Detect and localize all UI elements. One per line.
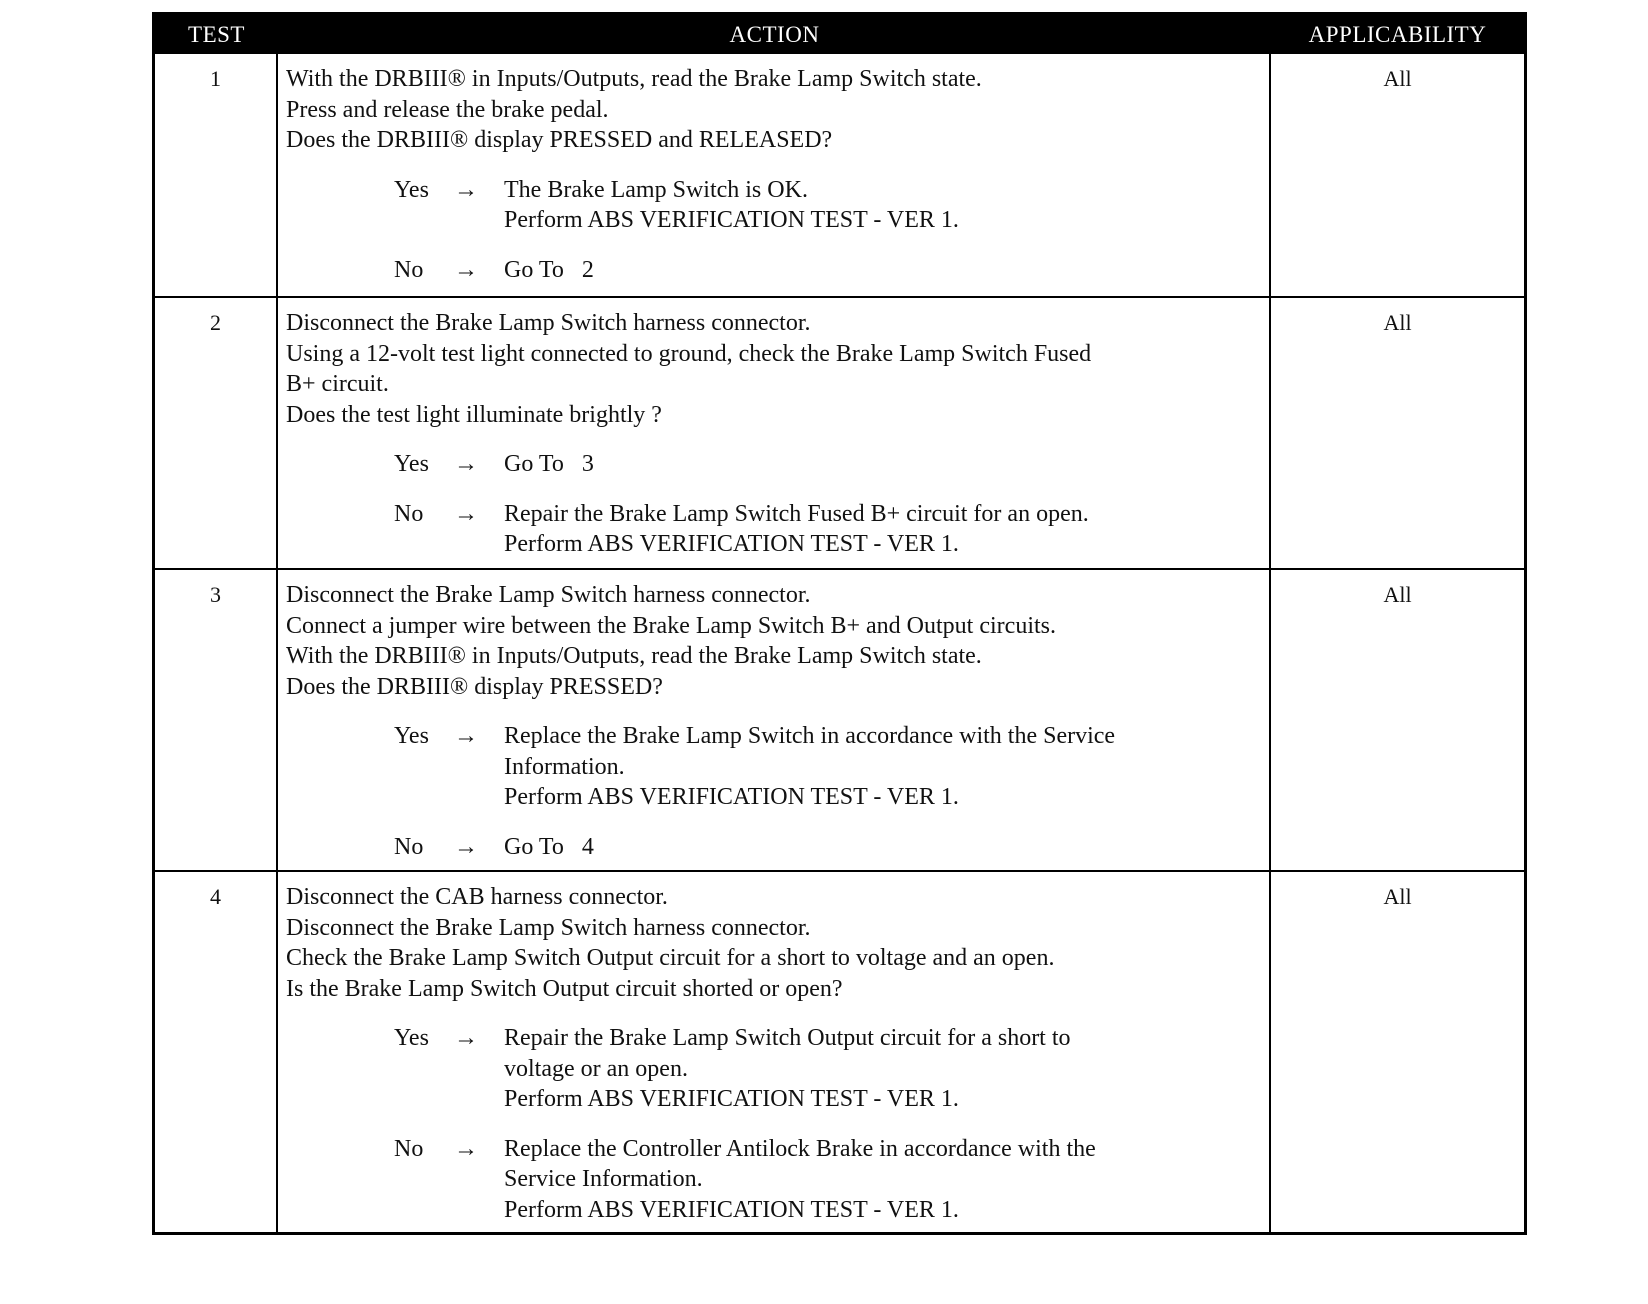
action-cell xyxy=(278,570,1271,870)
action-cell xyxy=(278,872,1271,1232)
step-text: Disconnect the Brake Lamp Switch harness connector. xyxy=(286,582,811,608)
arrow-icon: → xyxy=(454,1135,478,1162)
header-test: TEST xyxy=(188,21,245,47)
action-cell xyxy=(278,54,1271,296)
outcome-text: Replace the Controller Antilock Brake in accordance with the xyxy=(504,1135,1096,1162)
test-number: 1 xyxy=(155,54,278,296)
step-text: Press and release the brake pedal. xyxy=(286,96,609,123)
outcome-text: Information. xyxy=(504,753,625,780)
arrow-icon: → xyxy=(454,1025,478,1051)
no-outcome xyxy=(286,499,1263,560)
outcome-text: Repair the Brake Lamp Switch Fused B+ circuit for an open. xyxy=(504,500,1089,527)
yes-outcome xyxy=(286,449,1263,480)
step-text: Connect a jumper wire between the Brake Lamp Switch B+ and Output circuits. xyxy=(286,612,1056,639)
outcome-text: Replace the Brake Lamp Switch in accordance with the Service xyxy=(504,723,1116,749)
step-text: Disconnect the Brake Lamp Switch harness connector. xyxy=(286,914,811,941)
no-label: No xyxy=(394,500,424,527)
outcome-text: Go To 3 xyxy=(504,451,594,477)
outcome-text: Perform ABS VERIFICATION TEST - VER 1. xyxy=(504,207,959,233)
step-text: Disconnect the CAB harness connector. xyxy=(286,884,668,910)
outcome-text: Perform ABS VERIFICATION TEST - VER 1. xyxy=(504,784,959,810)
step-text: Disconnect the Brake Lamp Switch harness connector. xyxy=(286,310,811,336)
yes-outcome xyxy=(286,1023,1263,1115)
no-label: No xyxy=(394,1135,424,1162)
header-applicability: APPLICABILITY xyxy=(1308,21,1487,47)
table-row xyxy=(155,870,1524,1232)
table-row xyxy=(155,296,1524,568)
yes-label: Yes xyxy=(394,176,429,203)
outcome-text: Repair the Brake Lamp Switch Output circuit for a short to xyxy=(504,1025,1071,1051)
test-number: 3 xyxy=(155,570,278,870)
yes-label: Yes xyxy=(394,451,429,477)
arrow-icon: → xyxy=(454,451,478,477)
step-text: Does the DRBIII® display PRESSED and RELEASED? xyxy=(286,127,833,153)
no-outcome xyxy=(286,255,1263,286)
outcome-text: Go To 2 xyxy=(504,256,594,283)
yes-outcome xyxy=(286,721,1263,813)
applicability-value: All xyxy=(1383,310,1412,335)
no-label: No xyxy=(394,833,424,860)
table-header xyxy=(155,15,1524,54)
applicability-value: All xyxy=(1383,66,1412,91)
outcome-text: Service Information. xyxy=(504,1166,703,1192)
arrow-icon: → xyxy=(454,176,478,203)
step-text: With the DRBIII® in Inputs/Outputs, read the Brake Lamp Switch state. xyxy=(286,643,982,669)
step-text: B+ circuit. xyxy=(286,371,389,397)
no-outcome xyxy=(286,832,1263,863)
outcome-text: Perform ABS VERIFICATION TEST - VER 1. xyxy=(504,531,959,557)
step-text: Using a 12-volt test light connected to ground, check the Brake Lamp Switch Fused xyxy=(286,340,1092,367)
outcome-text: The Brake Lamp Switch is OK. xyxy=(504,176,808,203)
test-number: 4 xyxy=(155,872,278,1232)
diagnostic-test-table xyxy=(152,12,1527,1235)
outcome-text: Go To 4 xyxy=(504,833,594,860)
step-text: With the DRBIII® in Inputs/Outputs, read the Brake Lamp Switch state. xyxy=(286,66,982,92)
outcome-text: Perform ABS VERIFICATION TEST - VER 1. xyxy=(504,1086,959,1112)
table-row xyxy=(155,54,1524,296)
outcome-text: voltage or an open. xyxy=(504,1055,688,1082)
no-outcome xyxy=(286,1134,1263,1226)
yes-label: Yes xyxy=(394,1025,429,1051)
arrow-icon: → xyxy=(454,256,478,283)
step-text: Does the DRBIII® display PRESSED? xyxy=(286,673,663,700)
action-cell xyxy=(278,298,1271,568)
test-number: 2 xyxy=(155,298,278,568)
table-row xyxy=(155,568,1524,870)
arrow-icon: → xyxy=(454,833,478,860)
outcome-text: Perform ABS VERIFICATION TEST - VER 1. xyxy=(504,1196,959,1223)
yes-outcome xyxy=(286,175,1263,236)
applicability-value: All xyxy=(1383,582,1412,607)
arrow-icon: → xyxy=(454,723,478,749)
step-text: Does the test light illuminate brightly ? xyxy=(286,401,662,428)
no-label: No xyxy=(394,256,424,283)
step-text: Is the Brake Lamp Switch Output circuit shorted or open? xyxy=(286,975,843,1002)
applicability-value: All xyxy=(1383,884,1412,909)
yes-label: Yes xyxy=(394,723,429,749)
header-action: ACTION xyxy=(729,21,820,47)
step-text: Check the Brake Lamp Switch Output circuit for a short to voltage and an open. xyxy=(286,945,1055,971)
arrow-icon: → xyxy=(454,500,478,527)
